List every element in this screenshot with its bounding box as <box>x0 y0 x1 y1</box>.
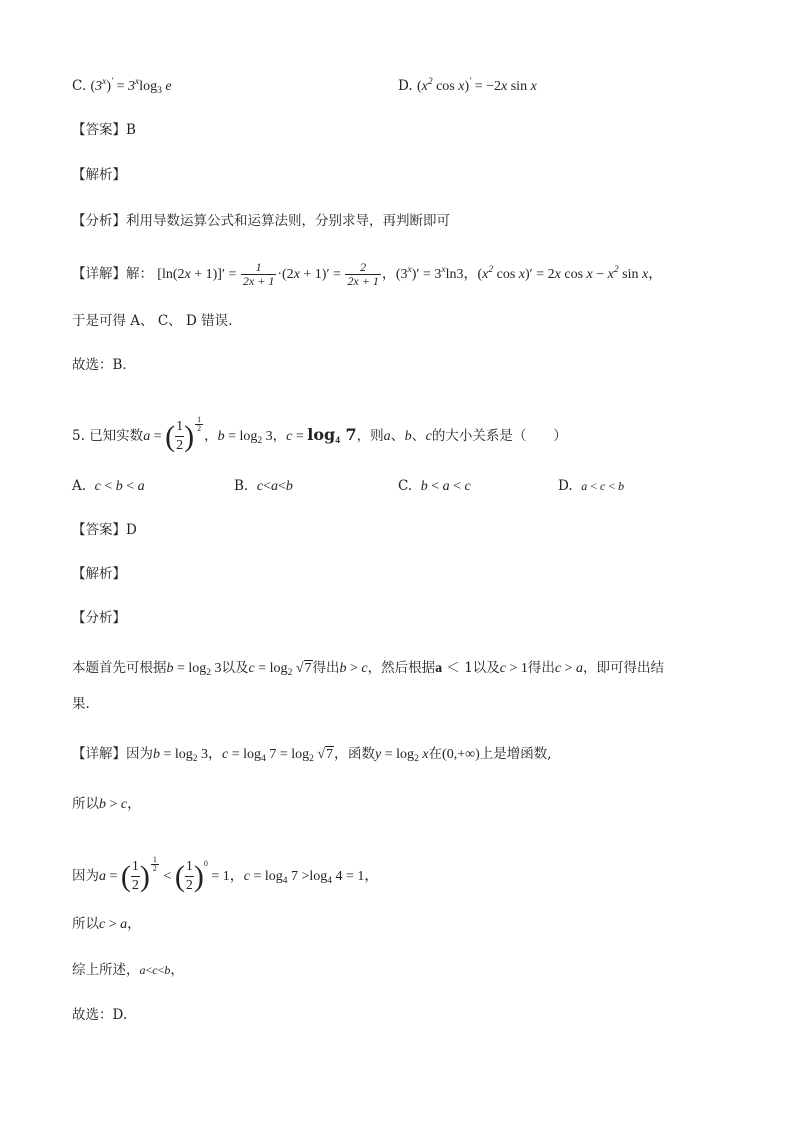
q5-analysis-label: 【解析】 <box>72 566 126 582</box>
q5-option-d: D. a < c < b <box>558 478 625 494</box>
prev-answer <box>72 120 136 140</box>
prev-detail-prefix: 解： <box>126 266 153 282</box>
q5-number: 5. <box>72 428 85 444</box>
prev-option-c-label: C. <box>72 78 87 94</box>
q5-c-def: $c = \log_4 7$ <box>286 425 357 446</box>
q5-so2-text: 所以 <box>72 916 99 932</box>
q5-stem-prefix: 已知实数 <box>89 428 144 444</box>
q5-fenxi-p2: 以及 <box>221 660 249 676</box>
prev-answer-label: 【答案】 <box>72 122 126 138</box>
q5-option-d-label: D. <box>558 478 573 494</box>
q5-stem: 5. 已知实数a = ( $\frac{1}{2}$ ) $\frac{1}{2}$ ，$b = \log_2 3$，$c = \log_4 7$，则a、b、c的大小关系是（ ） <box>72 414 567 454</box>
q5-detail-p1: 因为 <box>126 746 153 762</box>
q5-fenxi-p3: 得出 <box>312 660 340 676</box>
q5-so1: 所以b > c， <box>72 796 142 812</box>
q5-fenxi-p6: 得出 <box>527 660 555 676</box>
q5-because-text: 因为 <box>72 868 99 884</box>
q5-option-c: C. b < a < c <box>398 478 471 494</box>
q5-b-def: $b = \log_2 3$ <box>217 429 273 446</box>
prev-detail <box>72 255 662 290</box>
q5-option-c-label: C. <box>398 478 413 494</box>
q5-detail: 【详解】因为$b = \log_2 3$，$c = \log_4 7 = \log_2 √7$，函数$y = \log_2 x$在(0,+∞)上是增函数, <box>72 746 552 764</box>
prev-fenxi-text: 利用导数运算公式和运算法则，分别求导，再判断即可 <box>126 213 450 229</box>
q5-so2: 所以c > a， <box>72 916 142 932</box>
q5-because: 因为a = ( $\frac{1}{2}$ ) $\frac{1}{2}$ < ( $\frac{1}{2}$ )0 = 1，$c = \log_4 7 >\log_4$ 4 = 1， <box>72 854 379 894</box>
q5-summary-text: 综上所述， <box>72 962 140 978</box>
prev-choose: 故选：B． <box>72 357 136 373</box>
q5-vars: a、b、c <box>383 429 432 444</box>
prev-detail-formula: [ln(2x + 1)]′ = $\frac{1}{2x + 1}$ ·(2x + 1)′ = $\frac{2}{2x + 1}$ ，$(3^x)' = 3^x\ln 3$，($x^2$ cos x)′ = 2x $\cos x - x^2$ sin x， <box>157 260 663 289</box>
q5-so1-text: 所以 <box>72 796 99 812</box>
q5-fenxi-text: 本题首先可根据$b = \log_2 3$以及$c = \log_2 √7$得出b > c，然后根据a ＜ 1以及c > 1得出c > a，即可得出结 <box>72 660 665 678</box>
q5-fenxi-p1: 本题首先可根据 <box>72 660 167 676</box>
q5-option-a-label: A. <box>72 478 87 494</box>
prev-option-d-formula: ($x^2$ cos x)′ = −2x sin x <box>416 77 537 94</box>
q5-option-b: B. c<a<b <box>234 478 293 494</box>
prev-detail-label: 【详解】 <box>72 266 126 282</box>
prev-option-d <box>398 72 537 97</box>
q5-fenxi-p4: ，然后根据 <box>367 660 436 676</box>
prev-conclusion: 于是可得 A、 C、 D 错误. <box>72 313 233 329</box>
prev-analysis-label: 【解析】 <box>72 167 126 183</box>
q5-stem-suffix: 的大小关系是（ ） <box>431 428 567 444</box>
q5-fenxi-label: 【分析】 <box>72 610 126 626</box>
prev-fenxi-label: 【分析】 <box>72 213 126 229</box>
q5-detail-p3: 在 <box>428 746 443 762</box>
prev-answer-value: B <box>126 122 136 138</box>
prev-option-c <box>72 72 172 101</box>
q5-fenxi-p8: 果. <box>72 696 90 712</box>
prev-option-d-label: D. <box>398 78 413 94</box>
prev-fenxi <box>72 211 450 231</box>
q5-detail-p4: 上是增函数, <box>479 746 552 762</box>
q5-detail-p2: 函数 <box>348 746 376 762</box>
q5-answer-label: 【答案】 <box>72 522 126 538</box>
q5-answer <box>72 520 137 540</box>
q5-answer-value: D <box>126 522 137 538</box>
q5-fenxi-p7: ，即可得出结 <box>583 660 665 676</box>
q5-fenxi-p5: 以及 <box>472 660 500 676</box>
q5-choose: 故选：D. <box>72 1007 128 1023</box>
prev-option-c-formula: $(3^x)' = 3^x\log_3$ e <box>90 77 172 96</box>
q5-detail-label: 【详解】 <box>72 746 126 762</box>
q5-a-def: a = ( $\frac{1}{2}$ ) $\frac{1}{2}$ <box>143 414 202 454</box>
q5-summary: 综上所述，a<c<b， <box>72 962 184 978</box>
q5-option-a: A. c < b < a <box>72 478 145 494</box>
q5-stem-then: ，则 <box>356 428 384 444</box>
q5-option-b-label: B. <box>234 478 249 494</box>
